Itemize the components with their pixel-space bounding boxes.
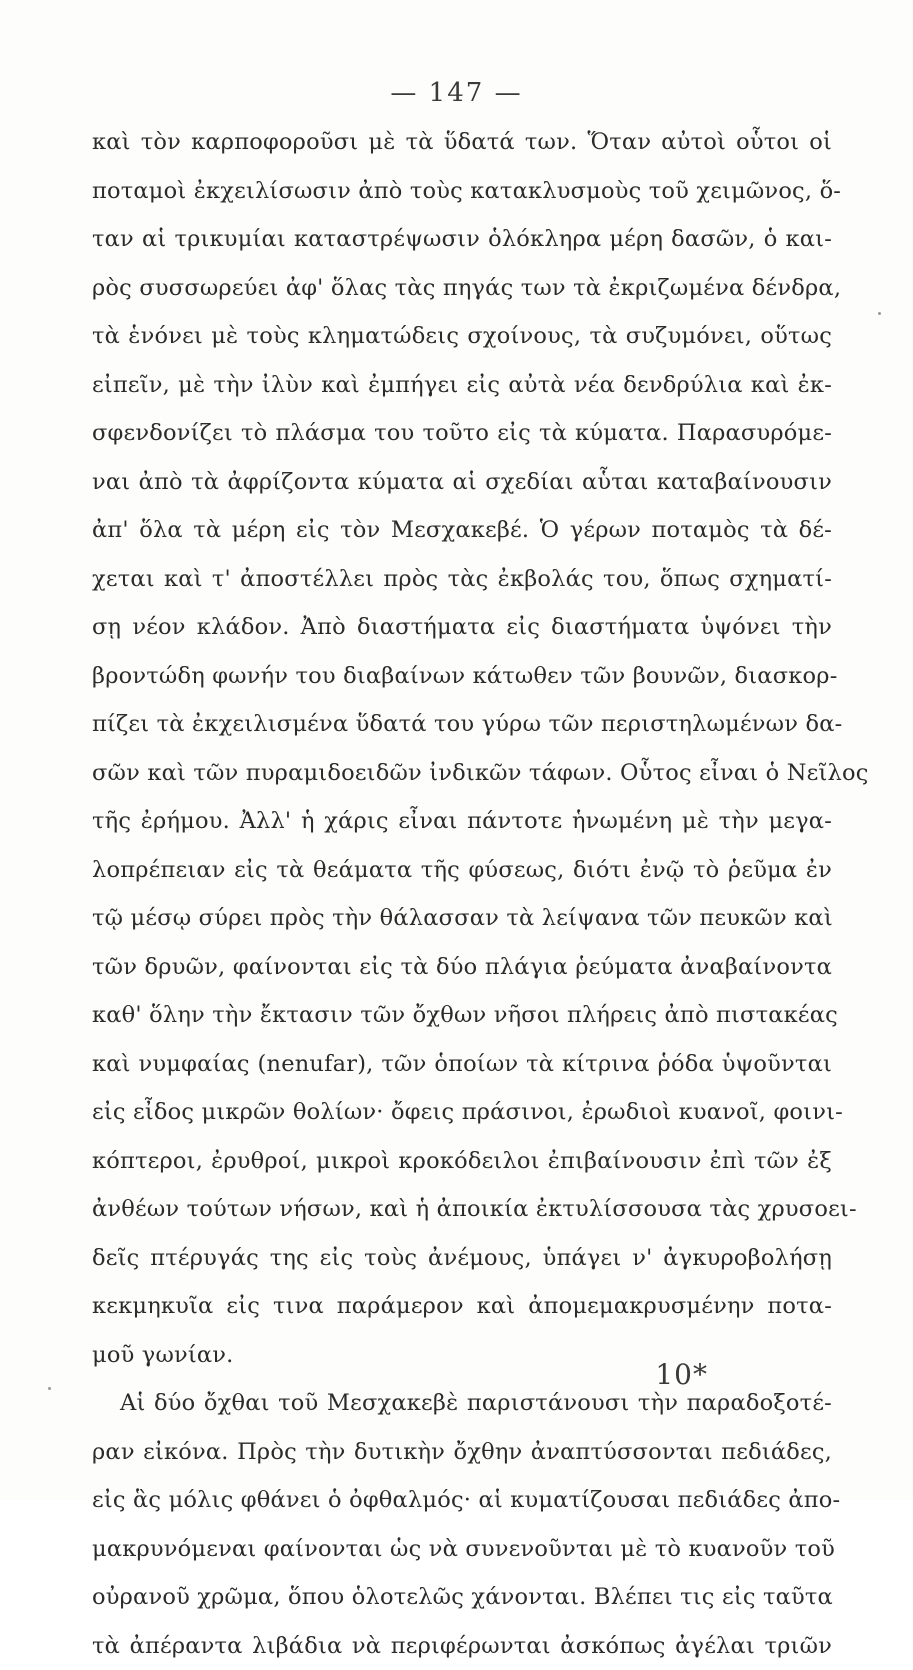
text-line: σῶν καὶ τῶν πυραμιδοειδῶν ἰνδικῶν τάφων. Οὗτος εἶναι ὁ Νεῖλος — [92, 749, 832, 798]
paper-speck — [48, 1387, 51, 1390]
text-line: σφενδονίζει τὸ πλάσμα του τοῦτο εἰς τὰ κύματα. Παρασυρόμε- — [92, 409, 832, 458]
text-line: βροντώδη φωνήν του διαβαίνων κάτωθεν τῶν βουνῶν, διασκορ- — [92, 652, 832, 701]
text-line: μακρυνόμεναι φαίνονται ὡς νὰ συνενοῦνται μὲ τὸ κυανοῦν τοῦ — [92, 1525, 832, 1574]
text-line: τῆς ἐρήμου. Ἀλλ' ἡ χάρις εἶναι πάντοτε ἡνωμένη μὲ τὴν μεγα- — [92, 797, 832, 846]
text-line: δεῖς πτέρυγάς της εἰς τοὺς ἀνέμους, ὑπάγει ν' ἀγκυροβολήσῃ — [92, 1234, 832, 1283]
text-line: κόπτεροι, ἐρυθροί, μικροὶ κροκόδειλοι ἐπιβαίνουσιν ἐπὶ τῶν ἐξ — [92, 1137, 832, 1186]
text-line: τῶν δρυῶν, φαίνονται εἰς τὰ δύο πλάγια ῥεύματα ἀναβαίνοντα — [92, 943, 832, 992]
text-line-paragraph-start: Αἱ δύο ὄχθαι τοῦ Μεσχακεβὲ παριστάνουσι τὴν παραδοξοτέ- — [92, 1379, 832, 1428]
text-line: τὰ ἀπέραντα λιβάδια νὰ περιφέρωνται ἀσκόπως ἀγέλαι τριῶν — [92, 1622, 832, 1670]
text-line: λοπρέπειαν εἰς τὰ θεάματα τῆς φύσεως, διότι ἐνῷ τὸ ῥεῦμα ἐν — [92, 846, 832, 895]
text-line: πίζει τὰ ἐκχειλισμένα ὕδατά του γύρω τῶν περιστηλωμένων δα- — [92, 700, 832, 749]
text-line: ναι ἀπὸ τὰ ἀφρίζοντα κύματα αἱ σχεδίαι αὗται καταβαίνουσιν — [92, 458, 832, 507]
text-line: εἰπεῖν, μὲ τὴν ἰλὺν καὶ ἐμπήγει εἰς αὐτὰ νέα δενδρύλια καὶ ἐκ- — [92, 361, 832, 410]
text-line: καθ' ὅλην τὴν ἔκτασιν τῶν ὄχθων νῆσοι πλήρεις ἀπὸ πιστακέας — [92, 991, 832, 1040]
text-line: ρὸς συσσωρεύει ἀφ' ὅλας τὰς πηγάς των τὰ ἐκριζωμένα δένδρα, — [92, 264, 832, 313]
text-line: κεκμηκυῖα εἰς τινα παράμερον καὶ ἀπομεμακρυσμένην ποτα- — [92, 1282, 832, 1331]
paper-speck — [878, 312, 881, 315]
text-line: καὶ τὸν καρποφοροῦσι μὲ τὰ ὕδατά των. Ὅταν αὐτοὶ οὗτοι οἱ — [92, 118, 832, 167]
text-line: ποταμοὶ ἐκχειλίσωσιν ἀπὸ τοὺς κατακλυσμοὺς τοῦ χειμῶνος, ὅ- — [92, 167, 832, 216]
text-line: σῃ νέον κλάδον. Ἀπὸ διαστήματα εἰς διαστήματα ὑψόνει τὴν — [92, 603, 832, 652]
page-number: — 147 — — [0, 78, 913, 108]
signature-mark: 10* — [655, 1358, 708, 1391]
text-line: ταν αἱ τρικυμίαι καταστρέψωσιν ὁλόκληρα μέρη δασῶν, ὁ και- — [92, 215, 832, 264]
text-line: εἰς ἃς μόλις φθάνει ὁ ὀφθαλμός· αἱ κυματίζουσαι πεδιάδες ἀπο- — [92, 1476, 832, 1525]
body-text — [92, 118, 832, 1670]
text-line: ραν εἰκόνα. Πρὸς τὴν δυτικὴν ὄχθην ἀναπτύσσονται πεδιάδες, — [92, 1428, 832, 1477]
text-line: εἰς εἶδος μικρῶν θολίων· ὄφεις πράσινοι, ἐρωδιοὶ κυανοῖ, φοινι- — [92, 1088, 832, 1137]
text-line: ἀνθέων τούτων νήσων, καὶ ἡ ἀποικία ἐκτυλίσσουσα τὰς χρυσοει- — [92, 1185, 832, 1234]
text-line-paragraph-end: μοῦ γωνίαν. — [92, 1331, 832, 1380]
text-line: χεται καὶ τ' ἀποστέλλει πρὸς τὰς ἐκβολάς του, ὅπως σχηματί- — [92, 555, 832, 604]
text-line: τῷ μέσῳ σύρει πρὸς τὴν θάλασσαν τὰ λείψανα τῶν πευκῶν καὶ — [92, 894, 832, 943]
text-line: ἀπ' ὅλα τὰ μέρη εἰς τὸν Μεσχακεβέ. Ὁ γέρων ποταμὸς τὰ δέ- — [92, 506, 832, 555]
text-line: οὐρανοῦ χρῶμα, ὅπου ὁλοτελῶς χάνονται. Βλέπει τις εἰς ταῦτα — [92, 1573, 832, 1622]
text-line: καὶ νυμφαίας (nenufar), τῶν ὁποίων τὰ κίτρινα ῥόδα ὑψοῦνται — [92, 1040, 832, 1089]
text-line: τὰ ἑνόνει μὲ τοὺς κληματώδεις σχοίνους, τὰ συζυμόνει, οὕτως — [92, 312, 832, 361]
